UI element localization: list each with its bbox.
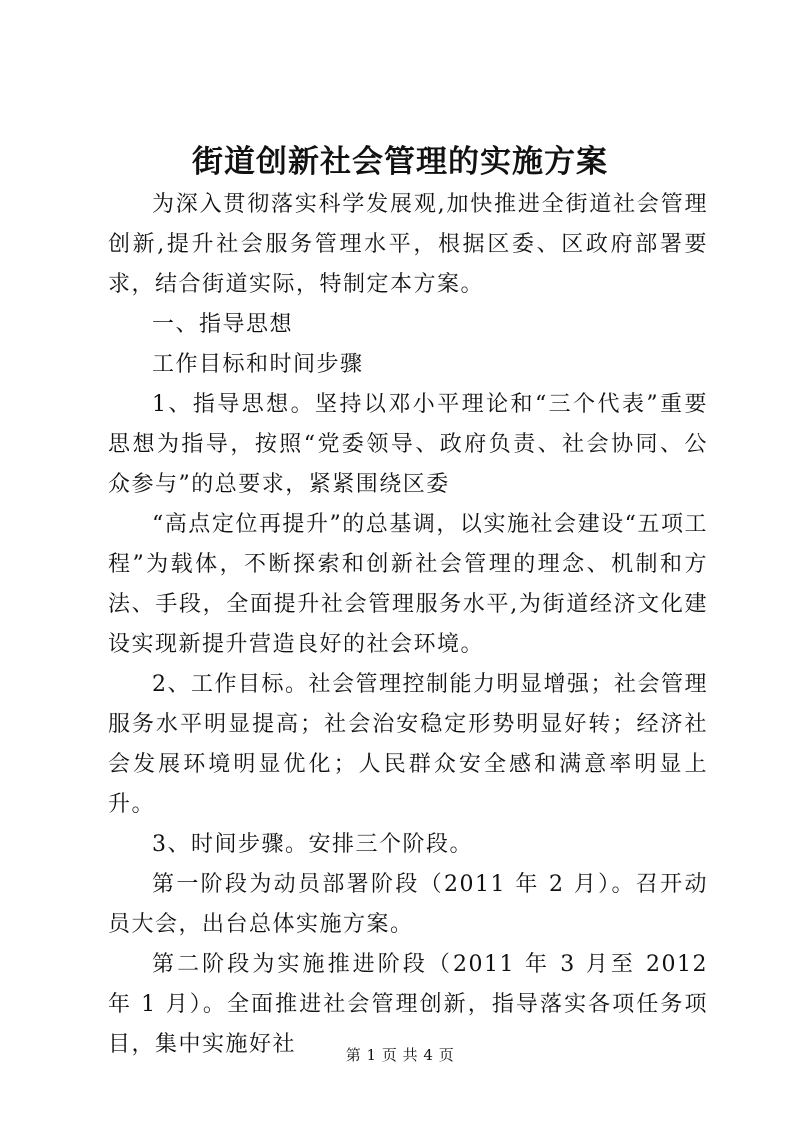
document-title: 街道创新社会管理的实施方案 bbox=[192, 144, 608, 180]
heading-goals-and-steps: 工作目标和时间步骤 bbox=[152, 352, 364, 377]
document-body bbox=[108, 185, 708, 1065]
paragraph-phase-one: 第一阶段为动员部署阶段（2011 年 2 月）。召开动员大会，出台总体实施方案。 bbox=[108, 872, 708, 937]
page-number: 第 1 页 共 4 页 bbox=[345, 1046, 455, 1064]
paragraph-work-goals: 2、工作目标。社会管理控制能力明显增强；社会管理服务水平明显提高；社会治安稳定形势明显好转；经济社会发展环境明显优化；人民群众安全感和满意率明显上升。 bbox=[108, 672, 708, 817]
paragraph-phase-two: 第二阶段为实施推进阶段（2011 年 3 月至 2012 年 1 月）。全面推进社会管理创新，指导落实各项任务项目，集中实施好社 bbox=[108, 952, 708, 1057]
paragraph-guiding-ideology: 1、指导思想。坚持以邓小平理论和“三个代表”重要思想为指导，按照“党委领导、政府负责、社会协同、公众参与”的总要求，紧紧围绕区委 bbox=[108, 392, 708, 497]
paragraph-keynote: “高点定位再提升”的总基调，以实施社会建设“五项工程”为载体，不断探索和创新社会管理的理念、机制和方法、手段，全面提升社会管理服务水平,为街道经济文化建设实现新提升营造良好的社会环境。 bbox=[108, 512, 708, 657]
heading-guiding-ideology: 一、指导思想 bbox=[152, 312, 294, 337]
paragraph-time-steps: 3、时间步骤。安排三个阶段。 bbox=[152, 832, 473, 857]
paragraph-intro: 为深入贯彻落实科学发展观,加快推进全街道社会管理创新,提升社会服务管理水平，根据区委、区政府部署要求，结合街道实际，特制定本方案。 bbox=[108, 192, 708, 297]
